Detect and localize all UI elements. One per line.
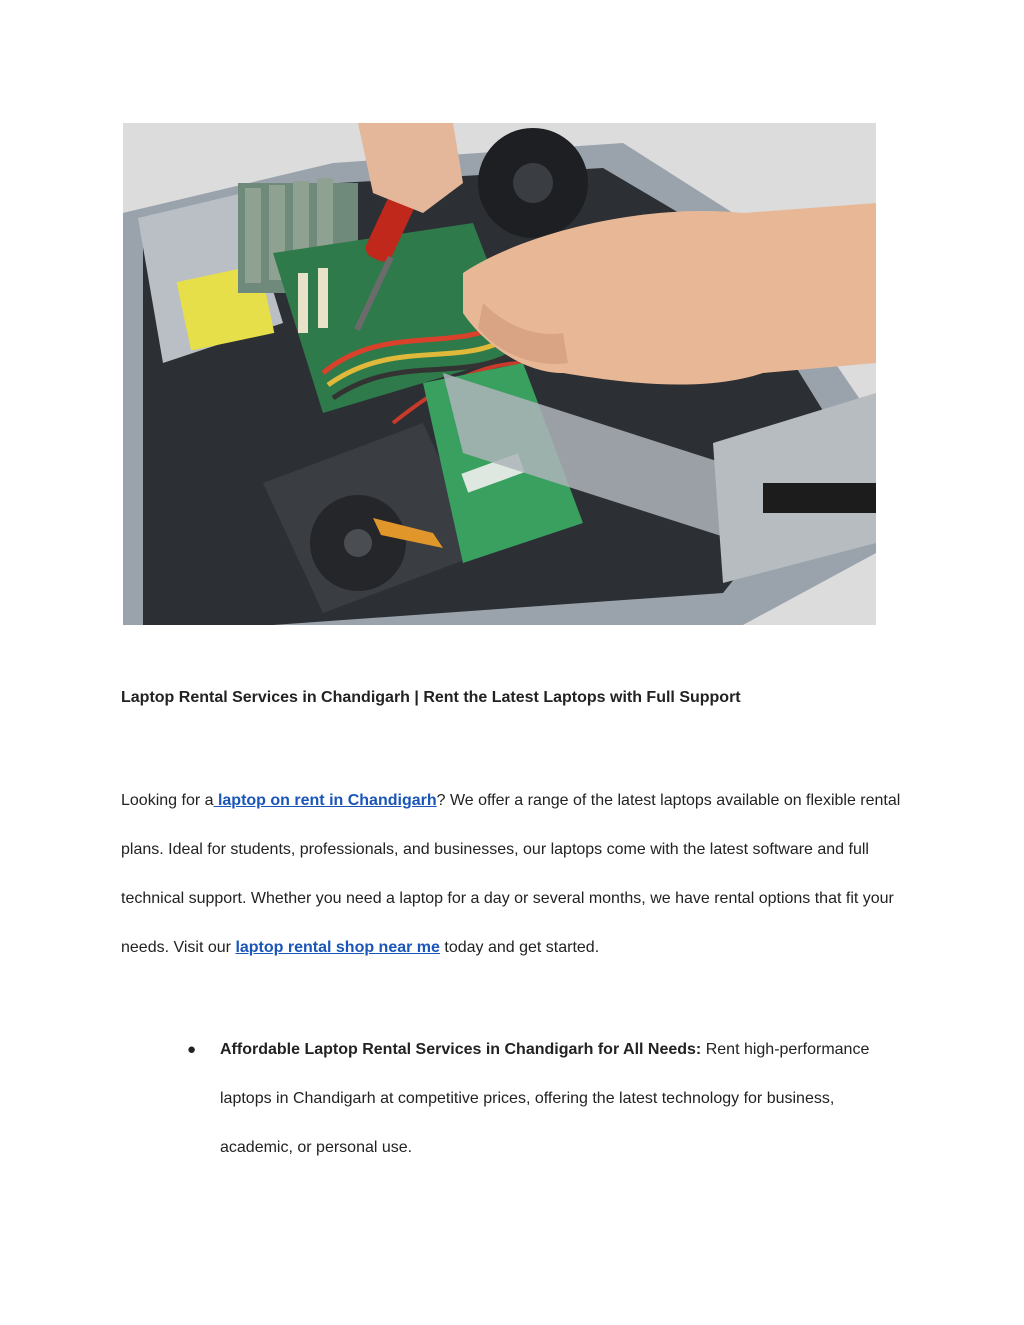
intro-text-end: today and get started.	[439, 939, 600, 956]
hero-image-computer-repair	[123, 123, 876, 625]
bullet-marker: ●	[187, 1041, 197, 1058]
bullet-text: Rent high-performance laptops in Chandigarh at competitive prices, offering the latest technology for business, academic, or personal use.	[220, 1041, 870, 1156]
list-item	[187, 1025, 887, 1172]
bullet-heading: Affordable Laptop Rental Services in Chandigarh for All Needs:	[220, 1041, 702, 1058]
computer-repair-illustration	[123, 123, 876, 625]
link-laptop-rental-shop[interactable]: laptop rental shop near me	[235, 939, 440, 956]
intro-paragraph	[121, 776, 911, 972]
intro-text-middle: ? We offer a range of the latest laptops available on flexible rental plans. Ideal for students, professionals, and businesses, our laptops come with the latest software and full technical support. Whether you need a laptop for a day or several months, we have rental options that fit your needs. Visit our	[121, 792, 901, 956]
features-list	[187, 1025, 887, 1172]
intro-text-start: Looking for a	[121, 792, 214, 809]
page-title: Laptop Rental Services in Chandigarh | Rent the Latest Laptops with Full Support	[121, 689, 741, 706]
link-laptop-on-rent[interactable]: laptop on rent in Chandigarh	[213, 792, 437, 809]
